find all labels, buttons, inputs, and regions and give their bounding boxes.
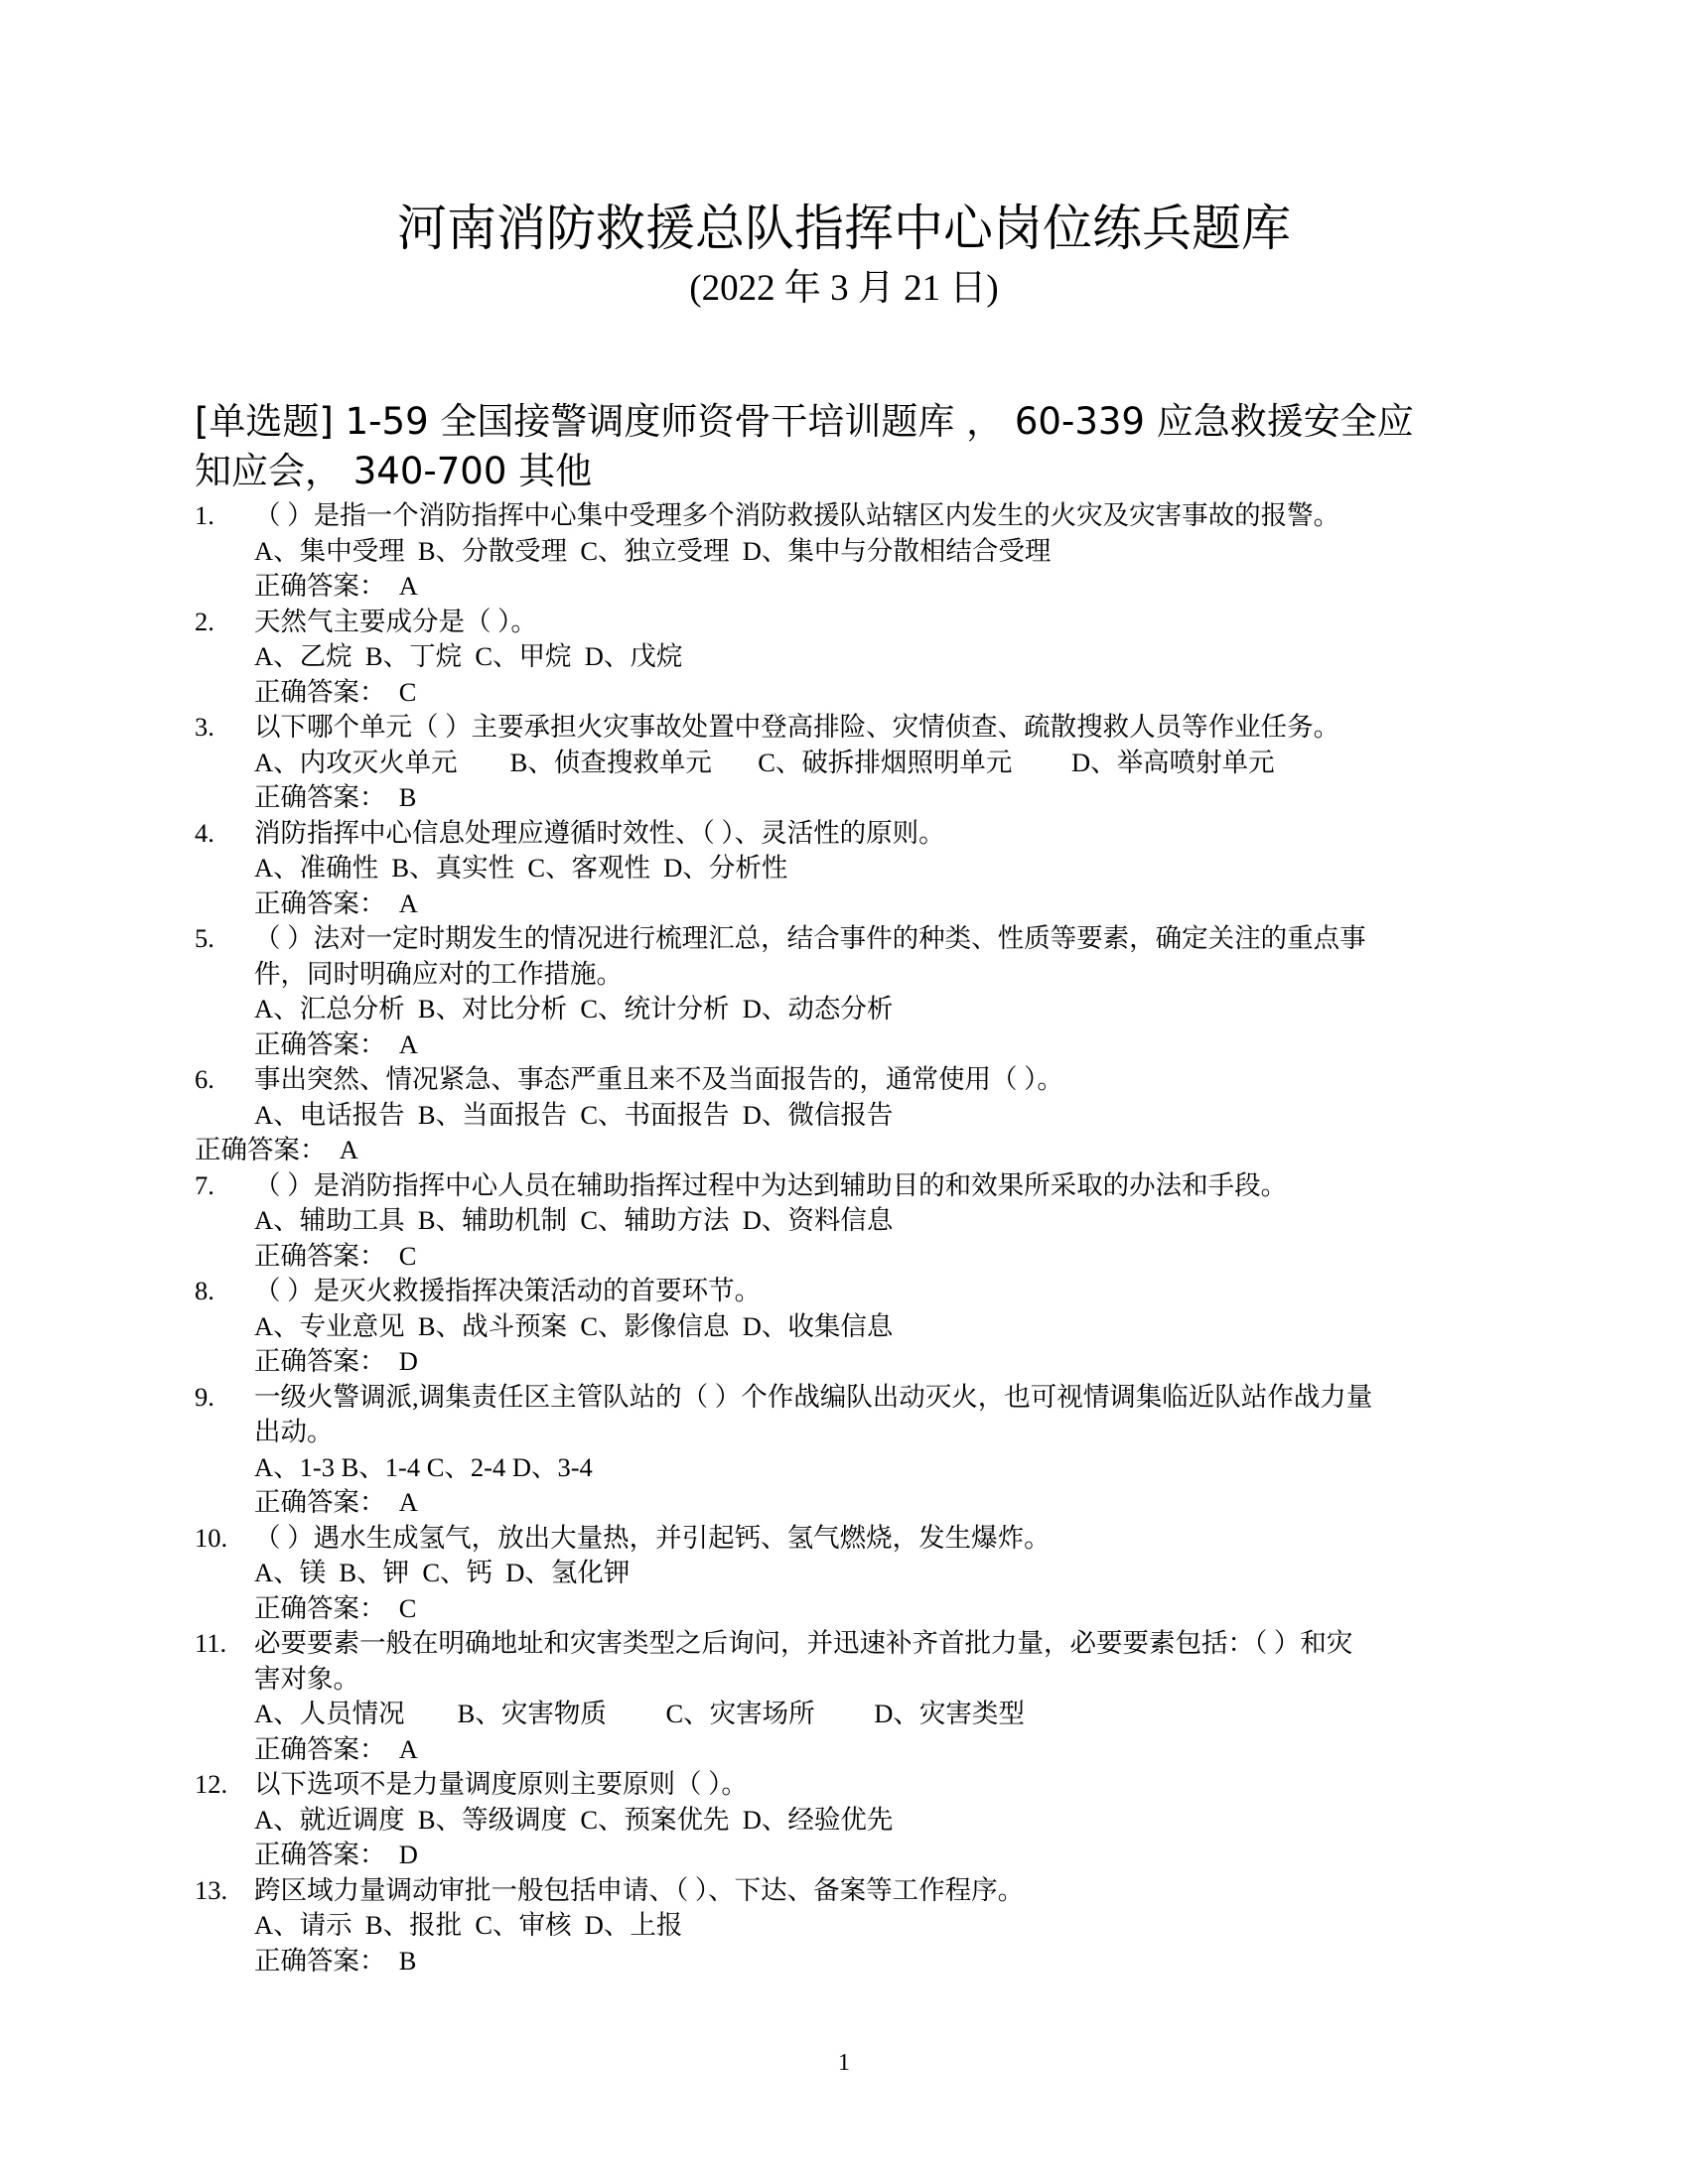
- question-answer: 正确答案： A: [195, 1135, 358, 1164]
- question-options: A、集中受理 B、分散受理 C、独立受理 D、集中与分散相结合受理: [254, 535, 1052, 566]
- question-options: A、1-3 B、1-4 C、2-4 D、3-4: [254, 1451, 593, 1482]
- document-title: 河南消防救援总队指挥中心岗位练兵题库: [397, 200, 1291, 257]
- question-item: [195, 921, 1525, 1062]
- question-number: 4.: [195, 817, 214, 848]
- question-item: [195, 1521, 1525, 1627]
- question-answer: 正确答案： A: [254, 887, 418, 918]
- question-text: 件，同时明确应对的工作措施。: [254, 958, 623, 989]
- question-answer: 正确答案： C: [254, 1240, 417, 1271]
- question-number: 10.: [195, 1522, 228, 1553]
- question-item: [195, 1767, 1525, 1873]
- question-answer: 正确答案： D: [254, 1840, 418, 1869]
- question-text: 一级火警调派,调集责任区主管队站的（ ）个作战编队出动灭火，也可视情调集临近队站作战力量: [254, 1381, 1373, 1412]
- document-date: (2022 年 3 月 21 日): [689, 268, 999, 309]
- question-item: [195, 1274, 1525, 1380]
- question-text: 害对象。: [254, 1663, 359, 1694]
- question-number: 7.: [195, 1169, 214, 1200]
- question-answer: 正确答案： A: [254, 1028, 418, 1059]
- question-answer: 正确答案： C: [254, 676, 417, 707]
- question-item: [195, 498, 1525, 605]
- question-answer: 正确答案： D: [254, 1346, 418, 1376]
- question-answer: 正确答案： A: [254, 1487, 418, 1517]
- question-item: [195, 1062, 1525, 1168]
- question-text: 以下哪个单元（ ）主要承担火灾事故处置中登高排险、灾情侦查、疏散搜救人员等作业任务。: [254, 712, 1340, 742]
- question-number: 3.: [195, 712, 214, 742]
- question-number: 2.: [195, 606, 214, 636]
- question-number: 11.: [195, 1628, 227, 1658]
- question-item: [195, 1626, 1525, 1767]
- question-text: （ ）是消防指挥中心人员在辅助指挥过程中为达到辅助目的和效果所采取的办法和手段。: [254, 1169, 1288, 1200]
- question-item: [195, 816, 1525, 922]
- question-number: 6.: [195, 1064, 214, 1094]
- section-heading-line: 知应会， 340-700 其他: [195, 450, 593, 492]
- question-item: [195, 1380, 1525, 1521]
- section-heading-line: [单选题] 1-59 全国接警调度师资骨干培训题库 ， 60-339 应急救援安全应: [195, 400, 1414, 443]
- question-number: 9.: [195, 1381, 214, 1412]
- question-text: 跨区域力量调动审批一般包括申请、（ ）、下达、备案等工作程序。: [254, 1874, 1025, 1905]
- question-number: 8.: [195, 1276, 214, 1305]
- question-item: [195, 710, 1525, 816]
- question-number: 1.: [195, 500, 214, 530]
- question-answer: 正确答案： B: [254, 782, 417, 812]
- question-options: A、就近调度 B、等级调度 C、预案优先 D、经验优先: [254, 1804, 894, 1835]
- question-item: [195, 605, 1525, 711]
- question-text: 消防指挥中心信息处理应遵循时效性、（ ）、灵活性的原则。: [254, 817, 945, 848]
- question-number: 13.: [195, 1874, 228, 1905]
- question-number: 12.: [195, 1769, 228, 1799]
- question-list: [195, 498, 1525, 1979]
- question-options: A、辅助工具 B、辅助机制 C、辅助方法 D、资料信息: [254, 1205, 894, 1235]
- question-options: A、汇总分析 B、对比分析 C、统计分析 D、动态分析: [254, 994, 894, 1024]
- question-number: 5.: [195, 923, 214, 953]
- question-options: A、乙烷 B、丁烷 C、甲烷 D、戊烷: [254, 641, 683, 671]
- question-options: A、电话报告 B、当面报告 C、书面报告 D、微信报告: [254, 1099, 894, 1130]
- question-answer: 正确答案： A: [254, 1733, 418, 1764]
- page-number: 1: [838, 2050, 850, 2076]
- question-answer: 正确答案： C: [254, 1592, 417, 1623]
- question-options: A、请示 B、报批 C、审核 D、上报: [254, 1910, 683, 1940]
- question-text: （ ）遇水生成氢气，放出大量热，并引起钙、氢气燃烧，发生爆炸。: [254, 1522, 1051, 1553]
- question-answer: 正确答案： B: [254, 1945, 417, 1976]
- question-options: A、专业意见 B、战斗预案 C、影像信息 D、收集信息: [254, 1310, 894, 1341]
- section-heading: [195, 397, 1505, 496]
- question-text: 以下选项不是力量调度原则主要原则（ ）。: [254, 1769, 748, 1799]
- question-text: 事出突然、情况紧急、事态严重且来不及当面报告的，通常使用（ ）。: [254, 1064, 1063, 1094]
- question-item: [195, 1873, 1525, 1979]
- question-answer: 正确答案： A: [254, 571, 418, 601]
- question-options: A、镁 B、钾 C、钙 D、氢化钾: [254, 1558, 631, 1587]
- question-text: （ ）法对一定时期发生的情况进行梳理汇总，结合事件的种类、性质等要素，确定关注的重点事: [254, 923, 1366, 953]
- question-text: 天然气主要成分是（ ）。: [254, 606, 537, 636]
- question-text: 出动。: [254, 1417, 334, 1446]
- question-item: [195, 1168, 1525, 1275]
- question-text: 必要要素一般在明确地址和灾害类型之后询问，并迅速补齐首批力量，必要要素包括：（ ）和灾: [254, 1628, 1353, 1658]
- question-options: A、人员情况 B、灾害物质 C、灾害场所 D、灾害类型: [254, 1699, 1025, 1728]
- question-text: （ ）是灭火救援指挥决策活动的首要环节。: [254, 1276, 762, 1305]
- question-options: A、内攻灭火单元 B、侦查搜救单元 C、破拆排烟照明单元 D、举高喷射单元: [254, 747, 1275, 777]
- question-options: A、准确性 B、真实性 C、客观性 D、分析性: [254, 853, 788, 883]
- question-text: （ ）是指一个消防指挥中心集中受理多个消防救援队站辖区内发生的火灾及灾害事故的报警。: [254, 500, 1340, 530]
